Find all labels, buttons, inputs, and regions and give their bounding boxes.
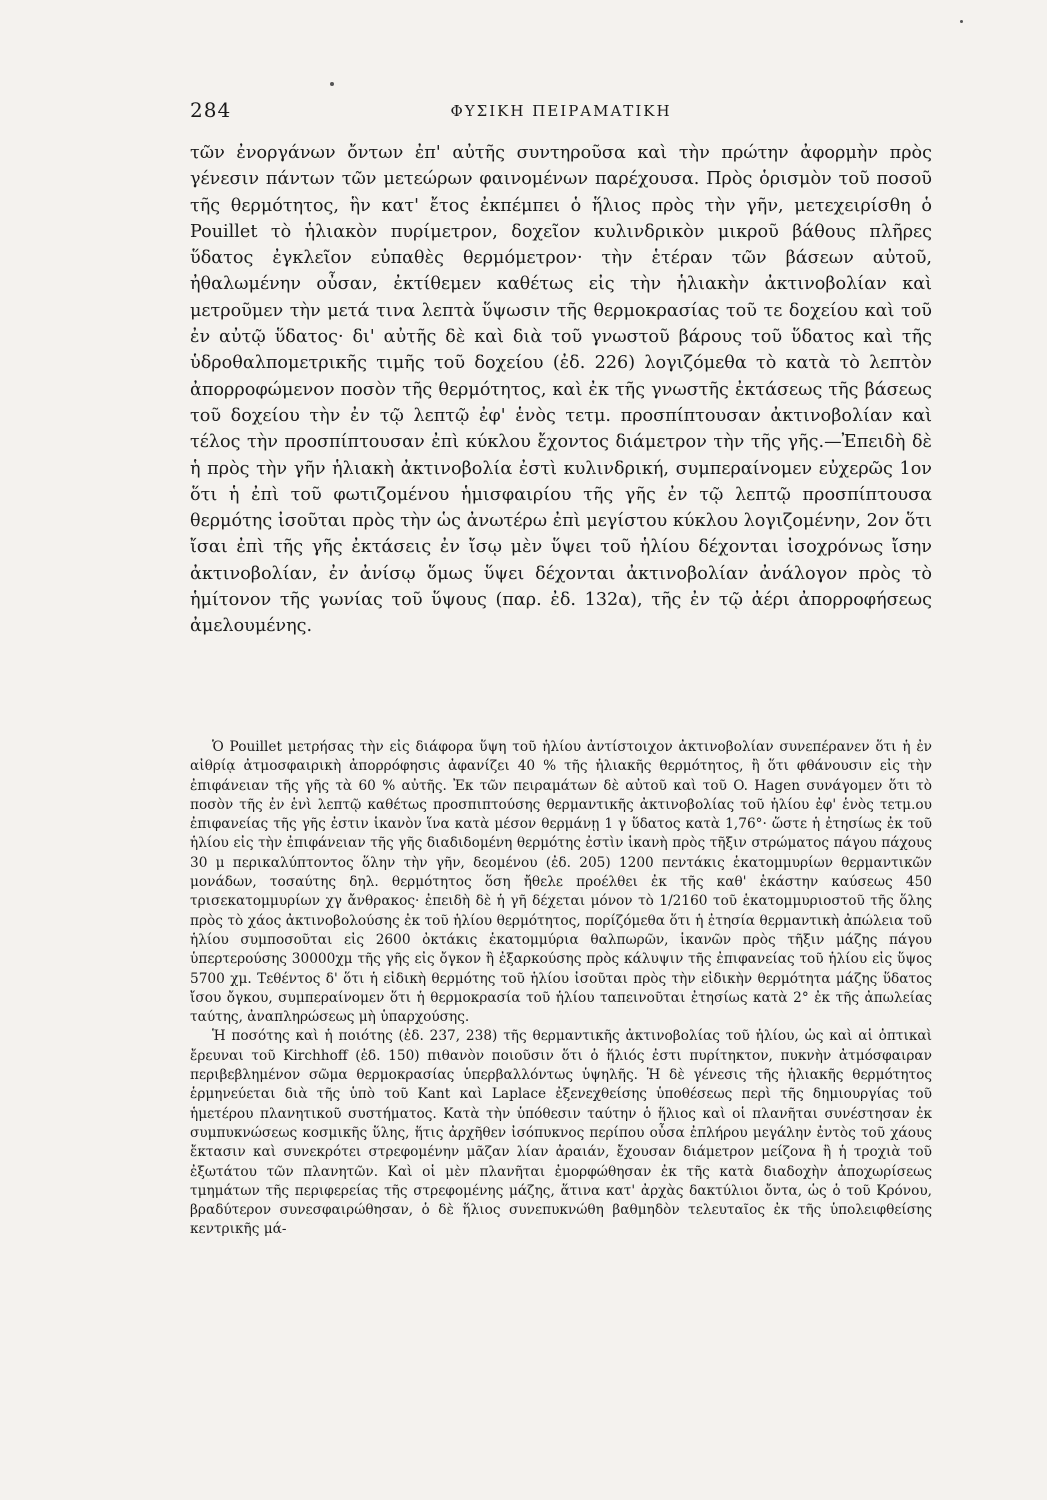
page-header [190,98,932,128]
print-speck [960,20,963,23]
page-number: 284 [190,98,232,122]
main-paragraph: τῶν ἐνοργάνων ὄντων ἐπ' αὐτῆς συντηροῦσα καὶ τὴν πρώτην ἀφορμὴν πρὸς γένεσιν πάντων τῶν μετεώρων φαινομένων παρέχουσα. Πρὸς ὁρισμὸν τοῦ ποσοῦ τῆς θερμότητος, ἣν κατ' ἔτος ἐκπέμπει ὁ ἥλιος πρὸς τὴν γῆν, μετεχειρίσθη ὁ Pouillet τὸ ἡλιακὸν πυρίμετρον, δοχεῖον κυλινδρικὸν μικροῦ βάθους πλῆρες ὕδατος ἐγκλεῖον εὐπαθὲς θερμόμετρον· τὴν ἑτέραν τῶν βάσεων αὐτοῦ, ἠθαλωμένην οὖσαν, ἐκτίθεμεν καθέτως εἰς τὴν ἡλιακὴν ἀκτινοβολίαν καὶ μετροῦμεν τὴν μετά τινα λεπτὰ ὕψωσιν τῆς θερμοκρασίας τοῦ τε δοχείου καὶ τοῦ ἐν αὐτῷ ὕδατος· δι' αὐτῆς δὲ καὶ διὰ τοῦ γνωστοῦ βάρους τοῦ ὕδατος καὶ τῆς ὑδροθαλπομετρικῆς τιμῆς τοῦ δοχείου (ἐδ. 226) λογιζόμεθα τὸ κατὰ τὸ λεπτὸν ἀπορροφώμενον ποσὸν τῆς θερμότητος, καὶ ἐκ τῆς γνωστῆς ἐκτάσεως τῆς βάσεως τοῦ δοχείου τὴν ἐν τῷ λεπτῷ ἐφ' ἑνὸς τετμ. προσπίπτουσαν ἀκτινοβολίαν καὶ τέλος τὴν προσπίπτουσαν ἐπὶ κύκλου ἔχοντος διάμετρον τὴν τῆς γῆς.—Ἐπειδὴ δὲ ἡ πρὸς τὴν γῆν ἡλιακὴ ἀκτινοβολία ἐστὶ κυλινδρική, συμπεραίνομεν εὐχερῶς 1ον ὅτι ἡ ἐπὶ τοῦ φωτιζομένου ἡμισφαιρίου τῆς γῆς ἐν τῷ λεπτῷ προσπίπτουσα θερμότης ἰσοῦται πρὸς τὴν ὡς ἀνωτέρω ἐπὶ μεγίστου κύκλου λογιζομένην, 2ον ὅτι ἴσαι ἐπὶ τῆς γῆς ἐκτάσεις ἐν ἴσῳ μὲν ὕψει τοῦ ἡλίου δέχονται ἰσοχρόνως ἴσην ἀκτινοβολίαν, ἐν ἀνίσῳ ὅμως ὕψει δέχονται ἀκτινοβολίαν ἀνάλογον πρὸς τὸ ἡμίτονον τῆς γωνίας τοῦ ὕψους (παρ. ἐδ. 132α), τῆς ἐν τῷ ἀέρι ἀπορροφήσεως ἀμελουμένης. [190,143,932,637]
running-title: ΦΥΣΙΚΗ ΠΕΙΡΑΜΑΤΙΚΗ [450,102,672,120]
footnotes-section [190,738,932,1240]
footnote-paragraph: Ὁ Pouillet μετρήσας τὴν εἰς διάφορα ὕψη τοῦ ἡλίου ἀντίστοιχον ἀκτινοβολίαν συνεπέρανεν ὅτι ἡ ἐν αἰθρίᾳ ἀτμοσφαιρικὴ ἀπορρόφησις ἀφανίζει 40 % τῆς ἡλιακῆς θερμότητος, ἢ ὅτι φθάνουσιν εἰς τὴν ἐπιφάνειαν τῆς γῆς τὰ 60 % αὐτῆς. Ἐκ τῶν πειραμάτων δὲ αὐτοῦ καὶ τοῦ O. Hagen συνάγομεν ὅτι τὸ ποσὸν τῆς ἐν ἑνὶ λεπτῷ καθέτως προσπιπτούσης θερμαντικῆς ἀκτινοβολίας τοῦ ἡλίου ἐφ' ἑνὸς τετμ.ου ἐπιφανείας τῆς γῆς ἐστιν ἱκανὸν ἵνα κατὰ μέσον θερμάνῃ 1 γ ὕδατος κατὰ 1,76°· ὥστε ἡ ἐτησίως ἐκ τοῦ ἡλίου εἰς τὴν ἐπιφάνειαν τῆς γῆς διαδιδομένη θερμότης ἐστὶν ἱκανὴ πρὸς τῆξιν στρώματος πάγου πάχους 30 μ περικαλύπτοντος ὅλην τὴν γῆν, δεομένου (ἐδ. 205) 1200 πεντάκις ἑκατομμυρίων θερμαντικῶν μονάδων, τοσαύτης δηλ. θερμότητος ὅση ἤθελε προέλθει ἐκ τῆς καθ' ἑκάστην καύσεως 450 τρισεκατομμυρίων χγ ἄνθρακος· ἐπειδὴ δὲ ἡ γῆ δέχεται μόνον τὸ 1/2160 τοῦ ἑκατομμυριοστοῦ τῆς ὅλης πρὸς τὸ χάος ἀκτινοβολούσης ἐκ τοῦ ἡλίου θερμότητος, πορίζόμεθα ὅτι ἡ ἐτησία θερμαντικὴ ἀπώλεια τοῦ ἡλίου συμποσοῦται εἰς 2600 ὀκτάκις ἑκατομμύρια θαλπωρῶν, ἱκανῶν πρὸς τῆξιν μάζης πάγου ὑπερτερούσης 30000χμ τῆς γῆς εἰς ὄγκον ἢ ἐξαρκούσης πρὸς κάλυψιν τῆς ἐπιφανείας τοῦ ἡλίου εἰς ὕψος 5700 χμ. Τεθέντος δ' ὅτι ἡ εἰδικὴ θερμότης τοῦ ἡλίου ἰσοῦται πρὸς τὴν εἰδικὴν θερμότητα μάζης ὕδατος ἴσου ὄγκου, συμπεραίνομεν ὅτι ἡ θερμοκρασία τοῦ ἡλίου ταπεινοῦται ἐτησίως κατὰ 2° ἐκ τῆς ἀπωλείας ταύτης, ἀναπληρώσεως μὴ ὑπαρχούσης. [190,739,932,1026]
print-speck [330,82,334,86]
footnote-paragraph: Ἡ ποσότης καὶ ἡ ποιότης (ἐδ. 237, 238) τῆς θερμαντικῆς ἀκτινοβολίας τοῦ ἡλίου, ὡς καὶ αἱ ὀπτικαὶ ἔρευναι τοῦ Kirchhoff (ἐδ. 150) πιθανὸν ποιοῦσιν ὅτι ὁ ἥλιός ἐστι πυρίτηκτον, πυκνὴν ἀτμόσφαιραν περιβεβλημένον σῶμα θερμοκρασίας ὑπερβαλλόντως ὑψηλῆς. Ἡ δὲ γένεσις τῆς ἡλιακῆς θερμότητος ἑρμηνεύεται διὰ τῆς ὑπὸ τοῦ Kant καὶ Laplace ἐξενεχθείσης ὑποθέσεως περὶ τῆς δημιουργίας τοῦ ἡμετέρου πλανητικοῦ συστήματος. Κατὰ τὴν ὑπόθεσιν ταύτην ὁ ἥλιος καὶ οἱ πλανῆται συνέστησαν ἐκ συμπυκνώσεως κοσμικῆς ὕλης, ἥτις ἀρχῆθεν ἰσόπυκνος περίπου οὖσα ἐπλήρου μεγάλην ἐντὸς τοῦ χάους ἔκτασιν καὶ συνεκρότει στρεφομένην μᾶζαν λίαν ἀραιάν, ἔχουσαν διάμετρον μείζονα ἢ ἡ τροχιὰ τοῦ ἐξωτάτου τῶν πλανητῶν. Καὶ οἱ μὲν πλανῆται ἐμορφώθησαν ἐκ τῆς κατὰ διαδοχὴν ἀποχωρίσεως τμημάτων τῆς περιφερείας τῆς στρεφομένης μάζης, ἅτινα κατ' ἀρχὰς δακτύλιοι ὄντα, ὡς ὁ τοῦ Κρόνου, βραδύτερον συνεσφαιρώθησαν, ὁ δὲ ἥλιος συνεπυκνώθη βαθμηδὸν τελευταῖος ἐκ τῆς ὑπολειφθείσης κεντρικῆς μά- [190,1028,932,1238]
